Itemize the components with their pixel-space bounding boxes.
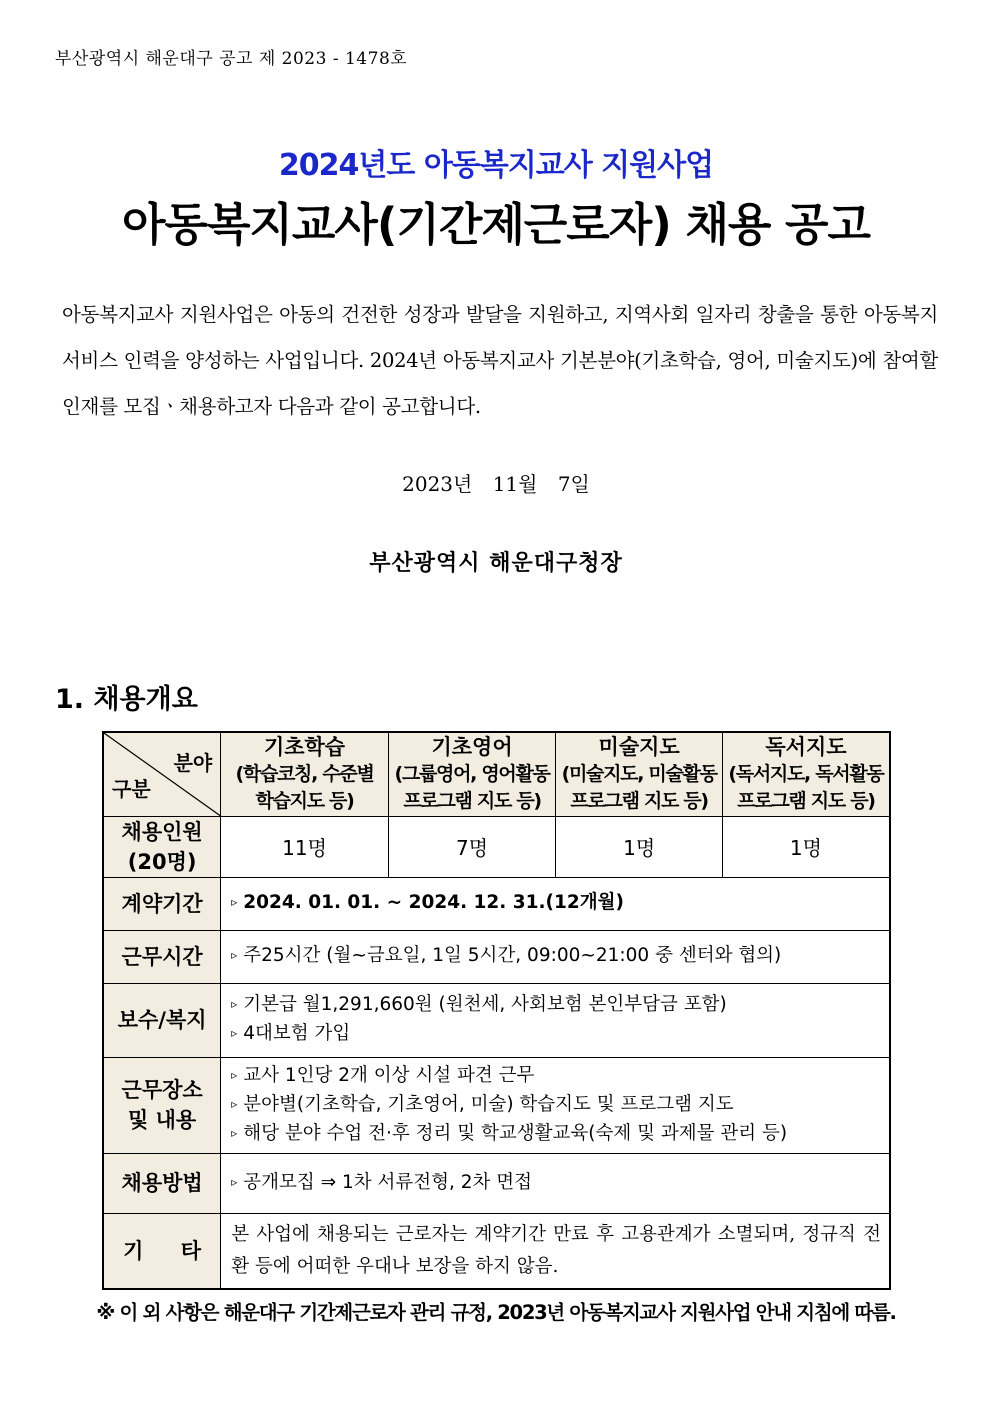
bullet-icon: ▹: [231, 1096, 238, 1111]
headcount-value: 7명: [388, 816, 556, 877]
bullet-line: [231, 1091, 889, 1120]
bullet-text: 기본급 월1,291,660원 (원천세, 사회보험 본인부담금 포함): [243, 994, 727, 1015]
headcount-value: 1명: [722, 816, 890, 877]
headcount-value: 1명: [556, 816, 723, 877]
bullet-text: 분야별(기초학습, 기초영어, 미술) 학습지도 및 프로그램 지도: [243, 1093, 734, 1115]
notice-date: 2023년 11월 7일: [402, 472, 590, 496]
bullet-icon: ▹: [231, 1026, 238, 1040]
contract-row: [103, 877, 890, 930]
bullet-icon: ▹: [231, 1174, 238, 1189]
headcount-row: [103, 816, 890, 877]
bullet-line: [231, 1169, 889, 1198]
field-header: [221, 732, 389, 816]
method-content: [221, 1153, 890, 1213]
section-title: 1. 채용개요: [55, 684, 198, 715]
field-header: [722, 732, 890, 816]
bullet-text: 4대보험 가입: [243, 1023, 351, 1044]
row-label-workplace: [103, 1057, 221, 1153]
field-desc: (학습코칭, 수준별: [235, 762, 374, 785]
etc-row: [103, 1213, 890, 1289]
bullet-line: [231, 889, 889, 918]
overview-table: [102, 731, 891, 1290]
bullet-text: 교사 1인당 2개 이상 시설 파견 근무: [243, 1064, 535, 1086]
field-desc: (미술지도, 미술활동: [561, 762, 717, 785]
row-label-contract: 계약기간: [103, 877, 221, 930]
row-label-line: (20명): [127, 849, 197, 874]
corner-category-label: 구분: [112, 776, 151, 801]
row-label-hours: 근무시간: [103, 930, 221, 983]
field-name: 기초영어: [431, 734, 513, 759]
field-desc: (독서지도, 독서활동: [728, 762, 884, 785]
page-subtitle: 2024년도 아동복지교사 지원사업: [278, 148, 714, 183]
field-desc: 학습지도 등): [255, 789, 354, 812]
hours-content: [221, 930, 890, 983]
bullet-line: [231, 942, 889, 971]
page-title: 아동복지교사(기간제근로자) 채용 공고: [122, 198, 870, 251]
bullet-text: 해당 분야 수업 전·후 정리 및 학교생활교육(숙제 및 과제물 관리 등): [243, 1122, 788, 1144]
bullet-icon: ▹: [231, 997, 238, 1011]
row-label-etc: 기 타: [103, 1213, 221, 1289]
corner-field-label: 분야: [173, 751, 213, 775]
field-desc: 프로그램 지도 등): [403, 789, 541, 812]
bullet-line: [231, 1020, 889, 1049]
workplace-content: [221, 1057, 890, 1153]
field-desc: 프로그램 지도 등): [737, 789, 875, 812]
row-label-line: 채용인원: [121, 819, 203, 844]
intro-paragraph: 아동복지교사 지원사업은 아동의 건전한 성장과 발달을 지원하고, 지역사회 일자리 창출을 통한 아동복지 서비스 인력을 양성하는 사업입니다. 2024년 아동복지교사 기본분야(기초학습, 영어, 미술지도)에 참여할 인재를 모집ㆍ채용하고자 다음과 같이 공고합니다.: [62, 303, 938, 418]
bullet-line: [231, 991, 889, 1020]
field-name: 독서지도: [765, 734, 847, 759]
footnote: ※ 이 외 사항은 해운대구 기간제근로자 관리 규정, 2023년 아동복지교사 지원사업 안내 지침에 따름.: [96, 1301, 896, 1324]
field-header: [556, 732, 723, 816]
pay-row: [103, 983, 890, 1057]
contract-content: [221, 877, 890, 930]
bullet-icon: ▹: [231, 1125, 238, 1140]
etc-content: 본 사업에 채용되는 근로자는 계약기간 만료 후 고용관계가 소멸되며, 정규직 전환 등에 어떠한 우대나 보장을 하지 않음.: [221, 1213, 890, 1289]
workplace-row: [103, 1057, 890, 1153]
bullet-text: 주25시간 (월~금요일, 1일 5시간, 09:00~21:00 중 센터와 협의): [243, 945, 782, 966]
field-header: [388, 732, 556, 816]
field-desc: (그룹영어, 영어활동: [394, 762, 550, 785]
row-label-pay: 보수/복지: [103, 983, 221, 1057]
bullet-text: 2024. 01. 01. ~ 2024. 12. 31.(12개월): [243, 892, 624, 913]
field-name: 기초학습: [263, 734, 346, 759]
field-desc: 프로그램 지도 등): [570, 789, 708, 812]
bullet-line: [231, 1062, 889, 1091]
bullet-icon: ▹: [231, 1067, 238, 1082]
corner-cell: [103, 732, 221, 816]
issuer: 부산광역시 해운대구청장: [369, 550, 623, 576]
bullet-icon: ▹: [231, 895, 238, 909]
row-label-headcount: [103, 816, 221, 877]
row-label-method: 채용방법: [103, 1153, 221, 1213]
row-label-line: 근무장소: [121, 1078, 203, 1102]
field-name: 미술지도: [598, 734, 680, 759]
bullet-icon: ▹: [231, 948, 238, 962]
hours-row: [103, 930, 890, 983]
bullet-line: [231, 1120, 889, 1149]
pay-content: [221, 983, 890, 1057]
header-row: [103, 732, 890, 816]
notice-number: 부산광역시 해운대구 공고 제 2023 - 1478호: [55, 49, 408, 69]
row-label-line: 및 내용: [128, 1108, 197, 1132]
method-row: [103, 1153, 890, 1213]
bullet-text: 공개모집 ⇒ 1차 서류전형, 2차 면접: [243, 1171, 533, 1193]
headcount-value: 11명: [221, 816, 389, 877]
